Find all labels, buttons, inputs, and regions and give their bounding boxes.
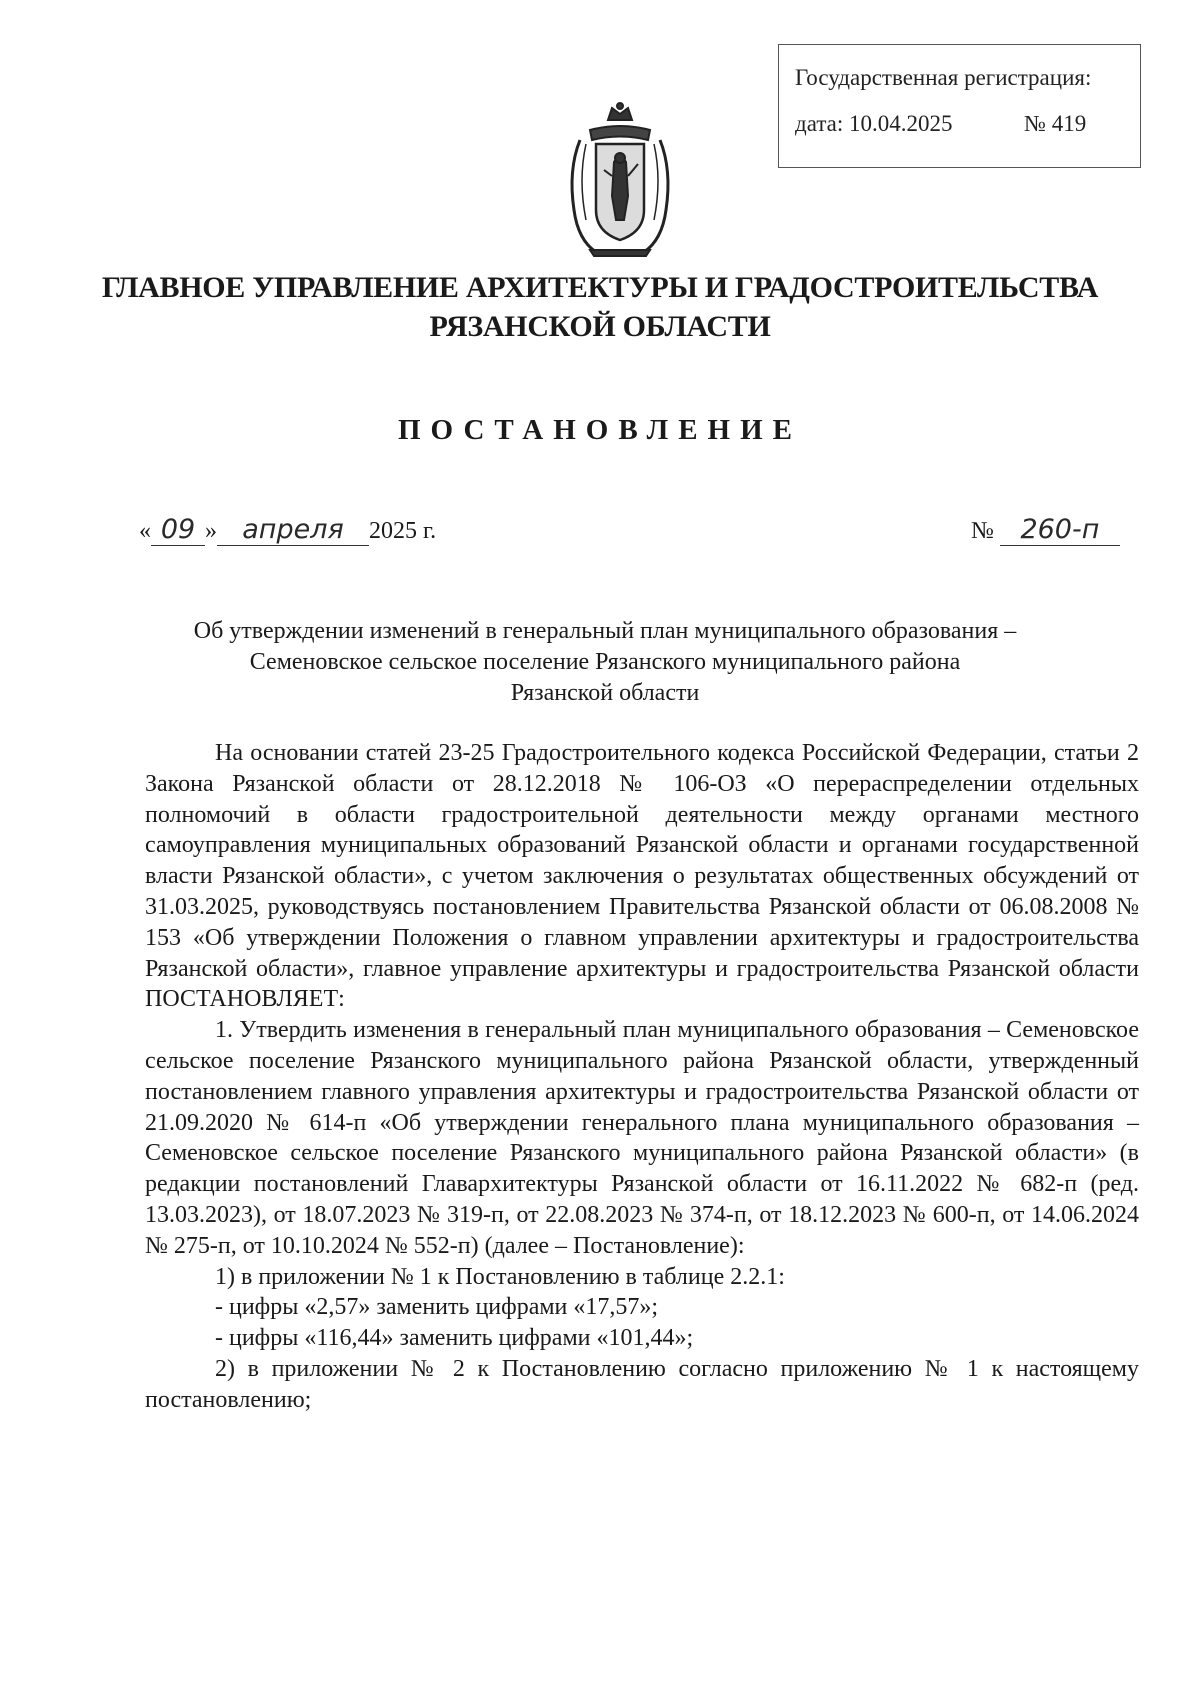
handwritten-month: апреля bbox=[217, 515, 369, 546]
subclause-2-paragraph: 2) в приложении № 2 к Постановлению согласно приложению № 1 к настоящему постановлению; bbox=[145, 1355, 1139, 1413]
registration-number: № 419 bbox=[1024, 111, 1087, 136]
organization-line-1: ГЛАВНОЕ УПРАВЛЕНИЕ АРХИТЕКТУРЫ И ГРАДОСТРОИТЕЛЬСТВА bbox=[101, 271, 1099, 304]
registration-stamp bbox=[778, 44, 1141, 168]
registration-date: дата: 10.04.2025 bbox=[795, 111, 953, 136]
date-year: 2025 г. bbox=[369, 518, 437, 544]
document-date bbox=[139, 515, 436, 546]
handwritten-day: 09 bbox=[151, 515, 205, 546]
document-number bbox=[971, 515, 1120, 546]
date-open-quote: « bbox=[139, 518, 151, 544]
document-subject bbox=[140, 616, 1070, 709]
replacement-item-1: - цифры «2,57» заменить цифрами «17,57»; bbox=[215, 1294, 659, 1321]
preamble-paragraph: На основании статей 23-25 Градостроительного кодекса Российской Федерации, статьи 2 Закона Рязанской области от 28.12.2018 № 106-ОЗ «О перераспределении отдельных полномочий в области градостроительной деятельности между органами местного самоуправления муниципальных образований Рязанской области и органами государственной власти Рязанской области», с учетом заключения о результатах общественных обсуждений от 31.03.2025, руководствуясь постановлением Правительства Рязанской области от 06.08.2008 № 153 «Об утверждении Положения о главном управлении архитектуры и градостроительства Рязанской области», главное управление архитектуры и градостроительства Рязанской области ПОСТАНОВЛЯЕТ: bbox=[145, 740, 1139, 1013]
document-body bbox=[145, 738, 1139, 1416]
number-label: № bbox=[971, 518, 994, 544]
replacement-item-2: - цифры «116,44» заменить цифрами «101,44»; bbox=[215, 1325, 694, 1352]
organization-line-2: РЯЗАНСКОЙ ОБЛАСТИ bbox=[429, 310, 771, 343]
subject-line-2: Семеновское сельское поселение Рязанского муниципального района bbox=[249, 649, 961, 675]
registration-title: Государственная регистрация: bbox=[795, 65, 1092, 90]
date-close-quote: » bbox=[205, 518, 217, 544]
organization-name bbox=[100, 268, 1100, 346]
subject-line-1: Об утверждении изменений в генеральный план муниципального образования – bbox=[193, 618, 1017, 644]
document-type: ПОСТАНОВЛЕНИЕ bbox=[397, 414, 802, 446]
subject-line-3: Рязанской области bbox=[510, 680, 700, 706]
clause-1-paragraph: 1. Утвердить изменения в генеральный план муниципального образования – Семеновское сельское поселение Рязанского муниципального района Рязанской области, утвержденный постановлением главного управления архитектуры и градостроительства Рязанской области от 21.09.2020 № 614-п «Об утверждении генерального плана муниципального образования – Семеновское сельское поселение Рязанского муниципального района Рязанской области» (в редакции постановлений Главархитектуры Рязанской области от 16.11.2022 № 682-п (ред. 13.03.2023), от 18.07.2023 № 319-п, от 22.08.2023 № 374-п, от 18.12.2023 № 600-п, от 14.06.2024 № 275-п, от 10.10.2024 № 552-п) (далее – Постановление): bbox=[145, 1017, 1139, 1259]
subclause-1-paragraph: 1) в приложении № 1 к Постановлению в таблице 2.2.1: bbox=[215, 1263, 785, 1290]
coat-of-arms-icon bbox=[560, 100, 680, 260]
handwritten-number: 260-п bbox=[1000, 515, 1120, 546]
